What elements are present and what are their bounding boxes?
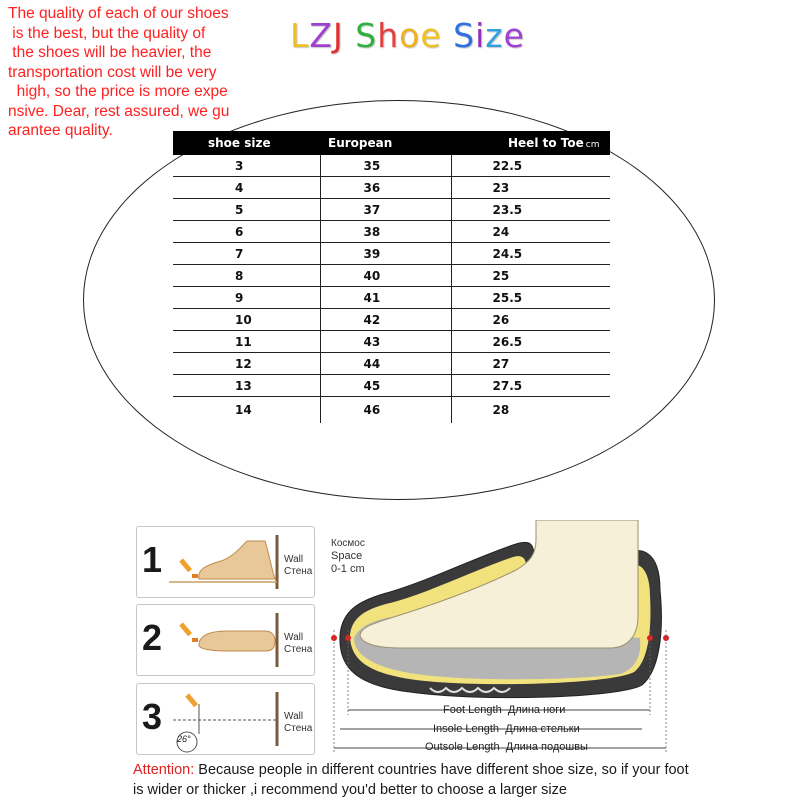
- attention-label: Attention:: [133, 762, 195, 778]
- title-letter: e: [420, 16, 442, 55]
- title-letter: Z: [309, 16, 333, 55]
- table-row: [173, 331, 610, 353]
- title-letter: h: [377, 16, 400, 55]
- cell-shoe-size: 5: [173, 199, 320, 221]
- step-1-panel: [136, 526, 315, 598]
- measure-en: Insole Length: [433, 723, 500, 735]
- cell-european: 37: [320, 199, 451, 221]
- wall-label: [284, 632, 312, 656]
- wall-label-ru: Стена: [284, 723, 313, 734]
- cell-european: 42: [320, 309, 451, 331]
- wall-label-ru: Стена: [284, 566, 313, 577]
- measure-ru: Длина стельки: [505, 723, 580, 735]
- title-letter: e: [503, 16, 525, 55]
- header-unit: cm: [585, 140, 600, 150]
- page-title: [290, 16, 525, 55]
- table-row: [173, 243, 610, 265]
- table-row: [173, 353, 610, 375]
- header-shoe-size: shoe size: [173, 131, 320, 155]
- space-range: 0-1 cm: [331, 563, 365, 575]
- header-european: European: [320, 131, 451, 155]
- attention-note: [133, 760, 693, 800]
- table-row: [173, 397, 610, 424]
- table-row: [173, 287, 610, 309]
- table-row: [173, 155, 610, 177]
- cell-shoe-size: 8: [173, 265, 320, 287]
- table-row: [173, 221, 610, 243]
- measure-insole-length: [433, 723, 580, 735]
- title-letter: S: [355, 16, 378, 55]
- title-letter: L: [290, 16, 310, 55]
- measure-foot-length: [443, 704, 565, 716]
- wall-label-en: Wall: [284, 632, 304, 643]
- measure-en: Outsole Length: [425, 741, 500, 753]
- cell-european: 38: [320, 221, 451, 243]
- attention-text: Because people in different countries have different shoe size, so if your foot is wider or thicker ,i recommend you'd better to choose a larger size: [133, 762, 689, 798]
- cell-heel-to-toe: 22.5: [451, 155, 610, 177]
- table-row: [173, 199, 610, 221]
- cell-european: 41: [320, 287, 451, 309]
- cell-european: 46: [320, 397, 451, 424]
- cell-shoe-size: 12: [173, 353, 320, 375]
- cell-european: 43: [320, 331, 451, 353]
- table-row: [173, 265, 610, 287]
- cell-heel-to-toe: 24: [451, 221, 610, 243]
- notice-line: The quality of each of our shoes: [8, 5, 229, 22]
- wall-label-en: Wall: [284, 554, 304, 565]
- step-number: 3: [142, 696, 163, 737]
- step-2-panel: [136, 604, 315, 676]
- notice-line: transportation cost will be very: [8, 63, 217, 81]
- cell-shoe-size: 9: [173, 287, 320, 309]
- step-number: 2: [142, 617, 163, 658]
- cell-shoe-size: 7: [173, 243, 320, 265]
- header-heel-to-toe-label: Heel to Toe: [508, 136, 584, 150]
- cell-heel-to-toe: 27: [451, 353, 610, 375]
- table-row: [173, 375, 610, 397]
- table-header-row: [173, 131, 610, 155]
- title-letter: S: [453, 16, 476, 55]
- wall-label-ru: Стена: [284, 644, 313, 655]
- measure-ru: Длина ноги: [507, 704, 566, 716]
- space-label-en: Space: [331, 550, 363, 562]
- notice-line: nsive. Dear, rest assured, we gu: [8, 102, 230, 120]
- notice-line: is the best, but the quality of: [8, 24, 206, 42]
- cell-european: 36: [320, 177, 451, 199]
- cell-shoe-size: 10: [173, 309, 320, 331]
- cell-european: 44: [320, 353, 451, 375]
- notice-line: high, so the price is more expe: [8, 83, 228, 100]
- table-row: [173, 177, 610, 199]
- cell-heel-to-toe: 25: [451, 265, 610, 287]
- cell-shoe-size: 3: [173, 155, 320, 177]
- wall-label: [284, 554, 312, 578]
- cell-heel-to-toe: 26: [451, 309, 610, 331]
- cell-heel-to-toe: 25.5: [451, 287, 610, 309]
- table-row: [173, 309, 610, 331]
- notice-line: arantee quality.: [8, 122, 113, 139]
- cell-shoe-size: 14: [173, 397, 320, 424]
- cell-heel-to-toe: 26.5: [451, 331, 610, 353]
- measure-en: Foot Length: [443, 704, 502, 716]
- cell-shoe-size: 11: [173, 331, 320, 353]
- cell-shoe-size: 4: [173, 177, 320, 199]
- notice-line: the shoes will be heavier, the: [8, 44, 212, 61]
- cell-heel-to-toe: 23: [451, 177, 610, 199]
- wall-label-en: Wall: [284, 711, 304, 722]
- cell-heel-to-toe: 23.5: [451, 199, 610, 221]
- title-letter: J: [333, 16, 344, 55]
- cell-shoe-size: 6: [173, 221, 320, 243]
- space-label: [331, 537, 365, 576]
- cell-european: 35: [320, 155, 451, 177]
- title-letter: [442, 16, 454, 55]
- header-heel-to-toe: [451, 131, 610, 155]
- cell-european: 39: [320, 243, 451, 265]
- angle-label: 26°: [177, 734, 191, 744]
- quality-notice: [8, 4, 240, 141]
- title-letter: [344, 16, 356, 55]
- cell-european: 40: [320, 265, 451, 287]
- cell-heel-to-toe: 28: [492, 403, 510, 417]
- measure-ru: Длина подошвы: [505, 741, 588, 753]
- measure-outsole-length: [425, 741, 588, 753]
- wall-label: [284, 711, 312, 735]
- cell-shoe-size: 13: [173, 375, 320, 397]
- title-letter: i: [475, 16, 486, 55]
- cell-european: 45: [320, 375, 451, 397]
- cell-heel-to-toe: 24.5: [451, 243, 610, 265]
- cell-heel-to-toe: 27.5: [451, 375, 610, 397]
- space-label-ru: Космос: [331, 538, 365, 549]
- size-chart-table: [173, 131, 610, 423]
- title-letter: o: [399, 16, 421, 55]
- step-3-panel: [136, 683, 315, 755]
- title-letter: z: [485, 16, 504, 55]
- step-number: 1: [142, 539, 163, 580]
